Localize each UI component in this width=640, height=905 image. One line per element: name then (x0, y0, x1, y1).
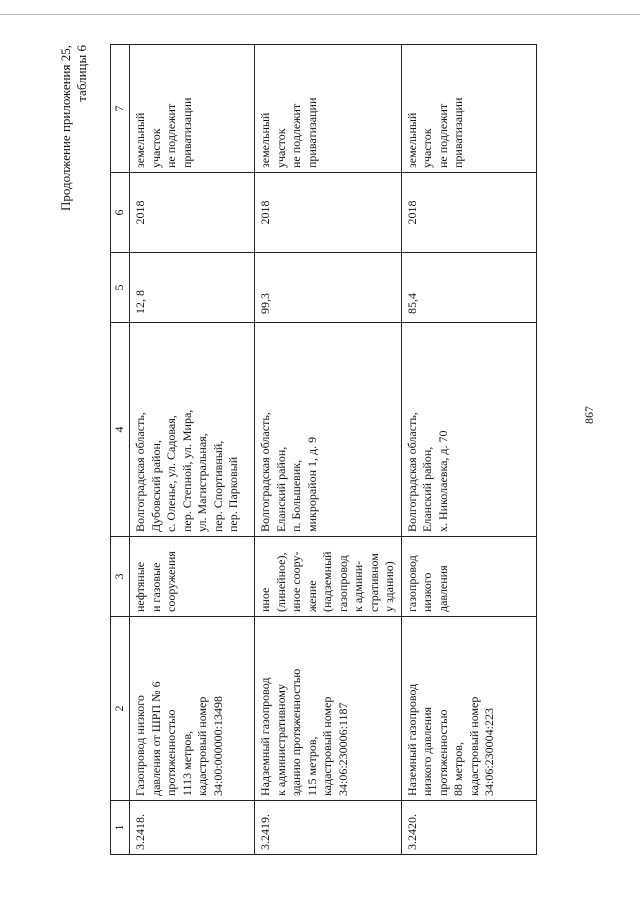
cell-area: 85,4 (401, 253, 536, 323)
cell-type: газопровод низкого давления (401, 537, 536, 617)
cell-area: 12, 8 (130, 253, 255, 323)
cell-name: Газопровод низкого давления от ШРП № 6 протяженностью 1113 метров, кадастровый номер 34:00:000000:13498 (130, 617, 255, 801)
column-number: 7 (111, 45, 130, 173)
cell-type: иное (линейное), иное соору- жение (надземный газопровод к админи- стративном у зданию) (255, 537, 402, 617)
column-number: 1 (111, 801, 130, 855)
table-row (130, 45, 255, 855)
cell-address: Волгоградская область, Еланский район, п. Большевик, микрорайон 1, д. 9 (255, 323, 402, 537)
cell-id: 3.2418. (130, 801, 255, 855)
cell-id: 3.2420. (401, 801, 536, 855)
page-number: 867 (582, 406, 596, 424)
cell-address: Волгоградская область, Еланский район, х. Николаевка, д. 70 (401, 323, 536, 537)
cell-type: нефтяные и газовые сооружения (130, 537, 255, 617)
cell-id: 3.2419. (255, 801, 402, 855)
cell-name: Наземный газопровод низкого давления протяженностью 88 метров, кадастровый номер 34:06:230004:223 (401, 617, 536, 801)
cell-address: Волгоградская область, Дубовский район, с. Оленье, ул. Садовая, пер. Степной, ул. Мира, ул. Магистральная, пер. Спортивный, пер. Парковый (130, 323, 255, 537)
property-table (110, 44, 537, 855)
cell-status: земельный участок не подлежит приватизации (401, 45, 536, 173)
table-row (255, 45, 402, 855)
column-number: 6 (111, 173, 130, 253)
cell-status: земельный участок не подлежит приватизации (130, 45, 255, 173)
column-number: 2 (111, 617, 130, 801)
column-number: 3 (111, 537, 130, 617)
column-number-row (111, 45, 130, 855)
cell-name: Надземный газопровод к административному зданию протяженностью 115 метров, кадастровый номер 34:06:230006:1187 (255, 617, 402, 801)
column-number: 4 (111, 323, 130, 537)
cell-year: 2018 (130, 173, 255, 253)
continuation-label: Продолжение приложения 25, таблицы 6 (58, 45, 89, 212)
cell-area: 99,3 (255, 253, 402, 323)
cell-status: земельный участок не подлежит приватизации (255, 45, 402, 173)
column-number: 5 (111, 253, 130, 323)
cell-year: 2018 (401, 173, 536, 253)
cell-year: 2018 (255, 173, 402, 253)
table-row (401, 45, 536, 855)
